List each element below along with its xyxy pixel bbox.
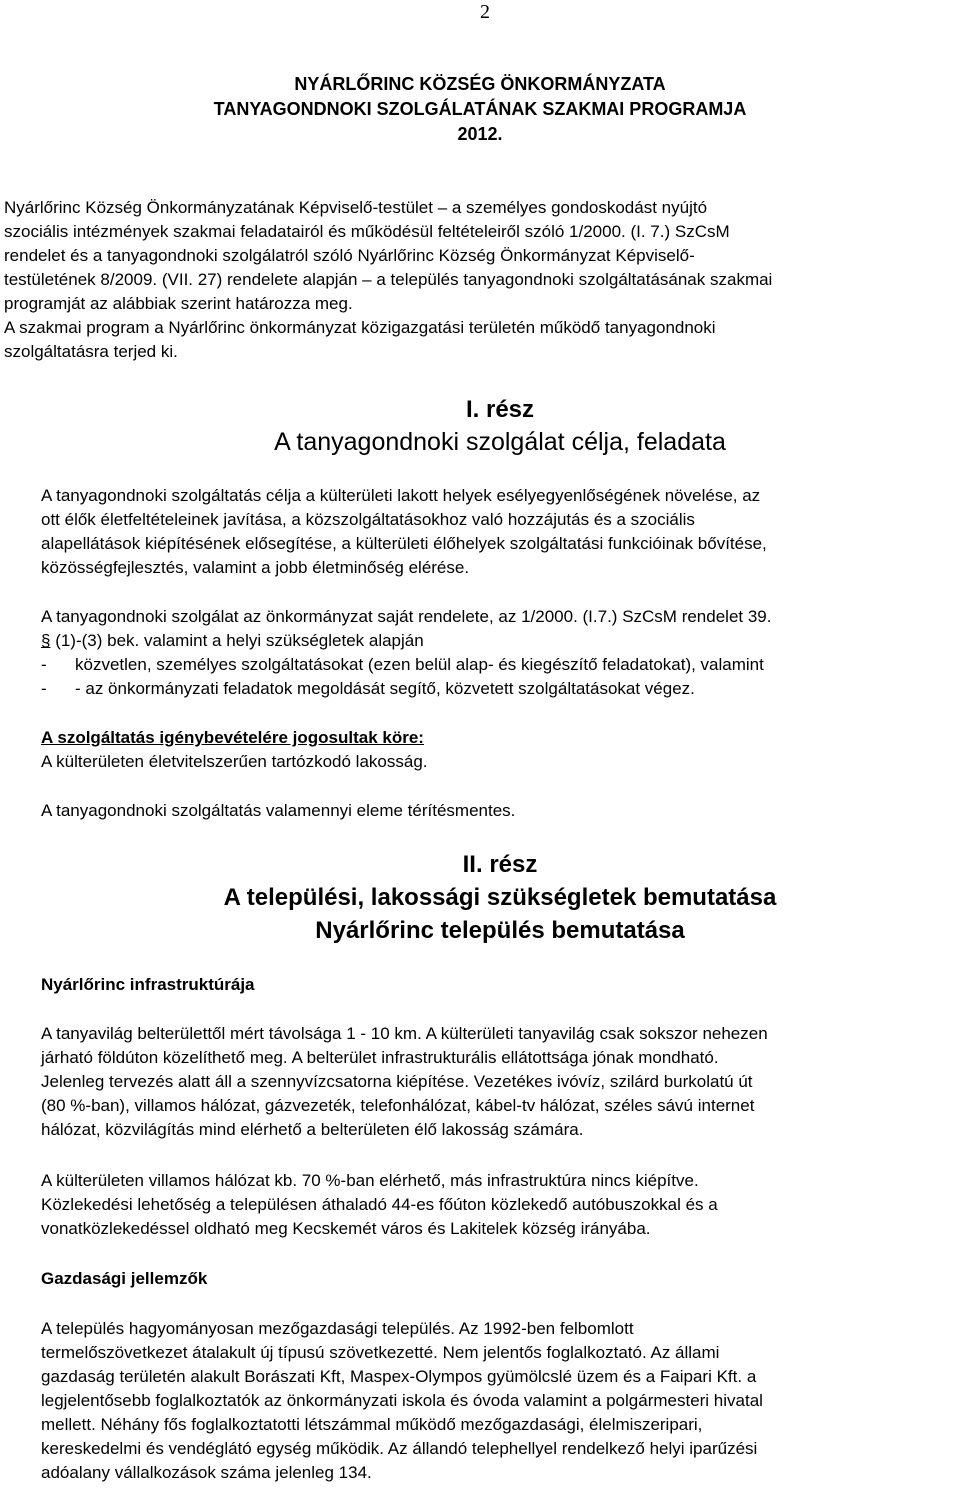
eligibility-text: A külterületen életvitelszerűen tartózkodó lakosság. [41,752,428,771]
economy-paragraph [41,1317,953,1485]
economy-line: termelőszövetkezet átalakult új típusú szövetkezetté. Nem jelentős foglalkoztató. Az állami [41,1343,720,1362]
part1-goal-paragraph [41,484,953,580]
intro-line: szociális intézmények szakmai feladatairól és működésül feltételeiről szóló 1/2000. (I. 7.) SzCsM [4,222,730,241]
economy-line: legjelentősebb foglalkoztatók az önkormányzati iskola és óvoda valamint a polgármesteri hivatal [41,1391,763,1410]
infra-line: (80 %-ban), villamos hálózat, gázvezeték, telefonhálózat, kábel-tv hálózat, széles sávú internet [41,1096,755,1115]
part1-title: A tanyagondnoki szolgálat célja, feladata [274,428,726,456]
list-dash: - [41,655,47,674]
free-service-section [41,799,953,823]
economy-line: kereskedelmi és vendéglátó egység működik. Az állandó telephellyel rendelkező helyi iparűzési [41,1439,758,1458]
goal-line: ott élők életfeltételeinek javítása, a közszolgáltatásokhoz való hozzájutás és a szociális [41,510,695,529]
free-service-text: A tanyagondnoki szolgáltatás valamennyi eleme térítésmentes. [41,801,516,820]
list-item-text: - az önkormányzati feladatok megoldását segítő, közvetett szolgáltatásokat végez. [75,679,695,698]
infra-line: járható földúton közelíthető meg. A belterület infrastrukturális ellátottsága jónak mondható. [41,1048,719,1067]
part1-basis-paragraph [41,605,953,701]
infrastructure-paragraph [41,1022,953,1142]
page-number: 2 [480,1,490,23]
document-title [0,72,960,147]
exterior-line: A külterületen villamos hálózat kb. 70 %-ban elérhető, más infrastruktúra nincs kiépítve. [41,1171,699,1190]
eligibility-section [41,726,953,774]
list-item-text: közvetlen, személyes szolgáltatásokat (ezen belül alap- és kiegészítő feladatokat), valamint [75,655,764,674]
intro-line: A szakmai program a Nyárlőrinc önkormányzat közigazgatási területén működő tanyagondnoki [4,318,716,337]
goal-line: alapellátások kiépítésének elősegítése, a külterületi élőhelyek szolgáltatási funkcióinak bővítése, [41,534,767,553]
exterior-line: Közlekedési lehetőség a településen áthaladó 44-es főúton közlekedő autóbuszokkal és a [41,1195,718,1214]
intro-line: Nyárlőrinc Község Önkormányzatának Képviselő-testület – a személyes gondoskodást nyújtó [4,198,708,217]
part1-heading [0,393,960,459]
list-item [41,677,953,701]
exterior-paragraph [41,1169,953,1241]
list-dash: - [41,679,47,698]
section-sign: § [41,631,51,650]
economy-line: adóalany vállalkozások száma jelenleg 134. [41,1463,372,1482]
economy-heading-block [41,1267,953,1291]
goal-line: közösségfejlesztés, valamint a jobb életminőség elérése. [41,558,470,577]
infrastructure-heading: Nyárlőrinc infrastruktúrája [41,975,255,994]
title-line-2: TANYAGONDNOKI SZOLGÁLATÁNAK SZAKMAI PROGRAMJA [213,99,747,119]
infra-line: Jelenleg tervezés alatt áll a szennyvízcsatorna kiépítése. Vezetékes ivóvíz, szilárd burkolatú út [41,1072,753,1091]
part1-label: I. rész [465,396,535,423]
part2-title-2: Nyárlőrinc település bemutatása [315,917,685,944]
eligibility-heading: A szolgáltatás igénybevételére jogosultak köre: [41,728,424,747]
economy-line: mellett. Néhány fős foglalkoztatotti létszámmal működő mezőgazdasági, élelmiszeripari, [41,1415,703,1434]
title-line-1: NYÁRLŐRINC KÖZSÉG ÖNKORMÁNYZATA [294,74,666,94]
part2-heading [0,848,960,947]
intro-line: rendelet és a tanyagondnoki szolgálatról szóló Nyárlőrinc Község Önkormányzat Képviselő- [4,246,695,265]
intro-line: programját az alábbiak szerint határozza meg. [4,294,353,313]
infra-line: A tanyavilág belterülettől mért távolsága 1 - 10 km. A külterületi tanyavilág csak sokszor nehezen [41,1024,768,1043]
economy-heading: Gazdasági jellemzők [41,1269,208,1288]
intro-line: testületének 8/2009. (VII. 27) rendelete alapján – a település tanyagondnoki szolgáltatásának szakmai [4,270,773,289]
exterior-line: vonatközlekedéssel oldható meg Kecskemét város és Lakitelek község irányába. [41,1219,651,1238]
part2-label: II. rész [462,851,538,878]
basis-line [41,629,953,653]
list-item [41,653,953,677]
intro-section [4,196,960,364]
part2-title-1: A települési, lakossági szükségletek bemutatása [223,884,777,911]
infra-line: hálózat, közvilágítás mind elérhető a belterületen élő lakosság számára. [41,1120,584,1139]
basis-rest: (1)-(3) bek. valamint a helyi szükségletek alapján [50,631,424,650]
economy-line: gazdaság területén alakult Borászati Kft, Maspex-Olympos gyümölcslé üzem és a Faipari Kft. a [41,1367,757,1386]
economy-line: A település hagyományosan mezőgazdasági település. Az 1992-ben felbomlott [41,1319,634,1338]
goal-line: A tanyagondnoki szolgáltatás célja a külterületi lakott helyek esélyegyenlőségének növelése, az [41,486,761,505]
intro-line: szolgáltatásra terjed ki. [4,342,178,361]
title-year: 2012. [457,124,503,144]
infrastructure-heading-block [41,973,953,997]
basis-line: A tanyagondnoki szolgálat az önkormányzat saját rendelete, az 1/2000. (I.7.) SzCsM rendelet 39. [41,607,772,626]
